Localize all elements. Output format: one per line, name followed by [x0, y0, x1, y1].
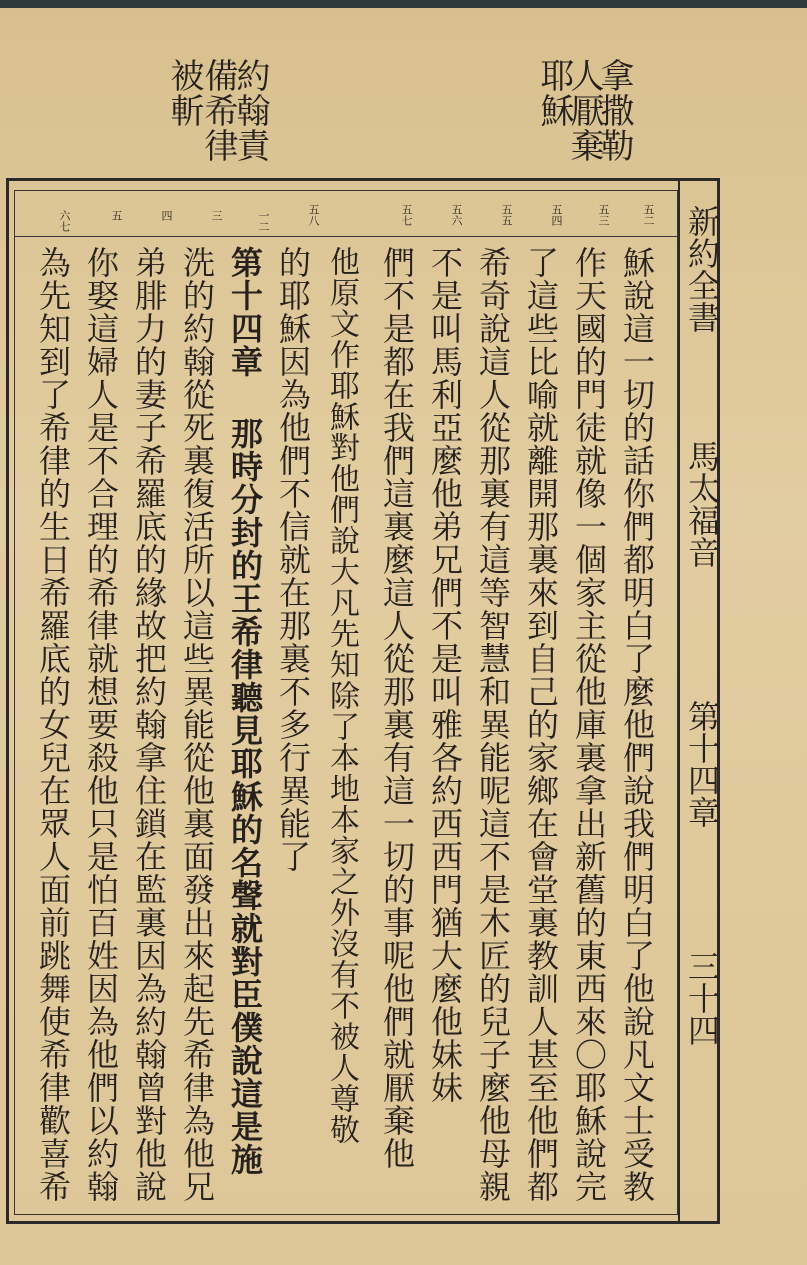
- verse-ref: 四: [160, 210, 173, 221]
- text-column-13: 為先知到了希律的生日希羅底的女兒在眾人面前跳舞使希律歡喜希: [34, 246, 72, 1203]
- page-top-edge: [0, 0, 807, 8]
- verse-ref: 五四: [550, 204, 563, 226]
- verse-ref: 五二: [642, 204, 655, 226]
- text-column-5: 不是叫馬利亞麼他弟兄們不是叫雅各約西西門猶大麼他妹妹: [426, 246, 464, 1104]
- margin-note-left-3: 被斬: [164, 58, 204, 128]
- verse-ref: 一二: [257, 210, 270, 232]
- text-column-8: 的耶穌因為他們不信就在那裏不多行異能了: [274, 246, 312, 873]
- verse-ref: 六七: [58, 210, 71, 232]
- gospel-title: 馬太福音: [683, 440, 721, 568]
- verse-ref: 五八: [307, 204, 320, 226]
- book-title: 新約全書: [683, 205, 721, 333]
- text-column-7: 他原文作耶穌對他們說大凡先知除了本地本家之外沒有不被人尊敬: [324, 246, 359, 1145]
- verse-ref: 五七: [400, 204, 413, 226]
- text-column-2: 作天國的門徒就像一個家主從他庫裏拿出新舊的東西來〇耶穌說完: [570, 246, 608, 1203]
- margin-note-right-1: 拿撒勒: [594, 58, 634, 163]
- text-column-11: 弟腓力的妻子希羅底的緣故把約翰拿住鎖在監裏因為約翰曾對他說: [130, 246, 168, 1203]
- text-column-3: 了這些比喻就離開那裏來到自己的家鄉在會堂裏教訓人甚至他們都: [522, 246, 560, 1203]
- verse-ref: 五: [110, 210, 123, 221]
- text-column-12: 你娶這婦人是不合理的希律就想要殺他只是怕百姓因為他們以約翰: [82, 246, 120, 1203]
- chapter-14-opening-column: 第十四章 那時分封的王希律聽見耶穌的名聲就對臣僕說這是施: [226, 246, 264, 1176]
- text-column-10: 洗的約翰從死裏復活所以這些異能從他裏面發出來起先希律為他兄: [178, 246, 216, 1203]
- margin-note-left-2: 備希律: [198, 58, 238, 163]
- header-divider: [678, 178, 680, 1224]
- verse-ref: 三: [210, 210, 223, 221]
- verse-ref: 五六: [450, 204, 463, 226]
- text-column-4: 希奇說這人從那裏有這等智慧和異能呢這不是木匠的兒子麼他母親: [474, 246, 512, 1203]
- margin-note-right-3: 耶穌: [534, 58, 574, 128]
- margin-note-right-2: 人厭棄: [564, 58, 604, 163]
- verse-ref: 五三: [597, 204, 610, 226]
- margin-note-left-1: 約翰責: [230, 58, 270, 163]
- text-column-1: 穌說這一切的話你們都明白了麼他們說我們明白了他說凡文士受教: [618, 246, 656, 1203]
- verse-reference-row: [14, 196, 678, 237]
- page-number: 三十四: [683, 950, 721, 1046]
- text-column-6: 們不是都在我們這裏麼這人從那裏有這一切的事呢他們就厭棄他: [378, 246, 416, 1170]
- chapter-label: 第十四章: [683, 700, 721, 828]
- verse-ref: 五五: [500, 204, 513, 226]
